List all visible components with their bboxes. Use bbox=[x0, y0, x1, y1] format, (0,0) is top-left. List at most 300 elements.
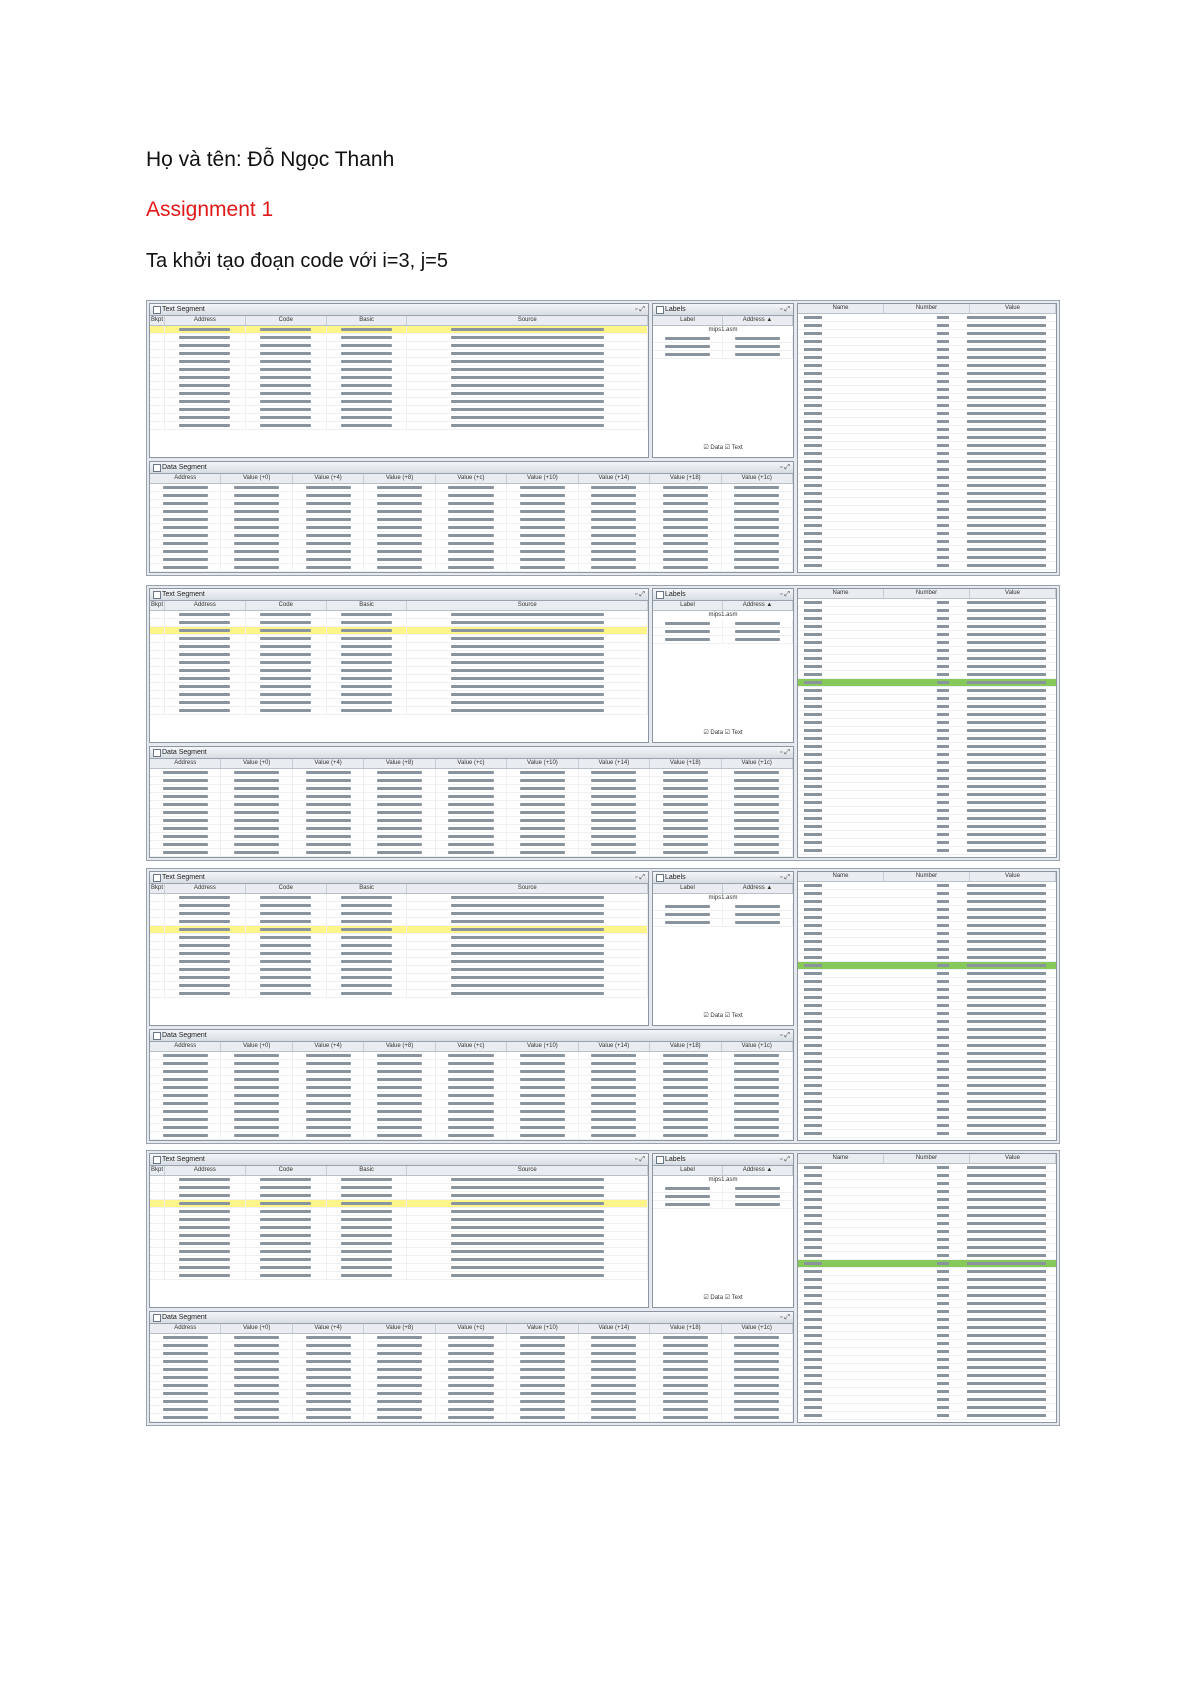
data-col-header: Address bbox=[150, 1042, 221, 1051]
register-row bbox=[798, 1130, 1056, 1138]
text-col-header: Bkpt bbox=[150, 317, 163, 323]
table-row[interactable] bbox=[150, 902, 648, 910]
data-segment-rows bbox=[150, 1052, 793, 1140]
table-row[interactable] bbox=[150, 414, 648, 422]
table-row[interactable] bbox=[150, 635, 648, 643]
labels-filter[interactable]: ☑ Data ☑ Text bbox=[703, 445, 743, 451]
register-row bbox=[798, 767, 1056, 775]
table-row bbox=[150, 785, 793, 793]
register-row bbox=[798, 807, 1056, 815]
register-row bbox=[798, 1212, 1056, 1220]
labels-col-header[interactable]: Address ▲ bbox=[723, 1166, 793, 1175]
table-row[interactable] bbox=[150, 611, 648, 619]
labels-filter[interactable]: ☑ Data ☑ Text bbox=[703, 730, 743, 736]
table-row[interactable] bbox=[150, 966, 648, 974]
table-row[interactable] bbox=[150, 326, 648, 334]
data-segment-rows bbox=[150, 1334, 793, 1422]
register-row bbox=[798, 922, 1056, 930]
list-item[interactable] bbox=[653, 343, 793, 351]
register-row bbox=[798, 1340, 1056, 1348]
data-col-header: Value (+1c) bbox=[722, 1324, 793, 1333]
table-row[interactable] bbox=[150, 350, 648, 358]
register-row bbox=[798, 370, 1056, 378]
window-controls-icon[interactable]: ▫ ⤢ bbox=[779, 591, 790, 598]
register-row bbox=[798, 458, 1056, 466]
register-row bbox=[798, 386, 1056, 394]
text-col-header: Code bbox=[246, 1166, 327, 1175]
table-row bbox=[150, 524, 793, 532]
list-item[interactable] bbox=[653, 351, 793, 359]
table-row[interactable] bbox=[150, 1200, 648, 1208]
table-row[interactable] bbox=[150, 1184, 648, 1192]
register-row bbox=[798, 1050, 1056, 1058]
window-controls-icon[interactable]: ▫ ⤢ bbox=[779, 1032, 790, 1039]
register-row bbox=[798, 914, 1056, 922]
labels-col-header[interactable]: Label bbox=[653, 1166, 723, 1175]
data-col-header: Value (+1c) bbox=[722, 474, 793, 483]
register-row bbox=[798, 986, 1056, 994]
data-col-header: Value (+14) bbox=[579, 759, 650, 768]
text-segment-window bbox=[149, 303, 649, 458]
register-row bbox=[798, 1372, 1056, 1380]
data-col-header: Value (+4) bbox=[293, 1042, 364, 1051]
register-row bbox=[798, 1098, 1056, 1106]
list-item[interactable] bbox=[653, 628, 793, 636]
register-row bbox=[798, 695, 1056, 703]
text-col-header: Bkpt bbox=[150, 602, 163, 608]
table-row[interactable] bbox=[150, 398, 648, 406]
registers-panel bbox=[797, 1153, 1057, 1423]
table-row[interactable] bbox=[150, 910, 648, 918]
register-row bbox=[798, 783, 1056, 791]
register-row bbox=[798, 1196, 1056, 1204]
list-item[interactable] bbox=[653, 1185, 793, 1193]
window-controls-icon[interactable]: ▫ ⤢ bbox=[634, 1156, 645, 1163]
labels-window bbox=[652, 588, 794, 743]
labels-col-header[interactable]: Address ▲ bbox=[723, 601, 793, 610]
labels-file: mips1.asm bbox=[708, 612, 738, 618]
labels-col-header[interactable]: Label bbox=[653, 601, 723, 610]
table-row bbox=[150, 849, 793, 857]
text-col-header: Bkpt bbox=[150, 885, 163, 891]
table-row[interactable] bbox=[150, 982, 648, 990]
register-row bbox=[798, 946, 1056, 954]
register-row bbox=[798, 882, 1056, 890]
list-item[interactable] bbox=[653, 903, 793, 911]
register-row bbox=[798, 426, 1056, 434]
table-row[interactable] bbox=[150, 667, 648, 675]
register-row bbox=[798, 687, 1056, 695]
register-col-header: Value bbox=[970, 872, 1056, 881]
register-row bbox=[798, 1276, 1056, 1284]
register-row bbox=[798, 1058, 1056, 1066]
data-col-header: Value (+1c) bbox=[722, 759, 793, 768]
labels-col-header[interactable]: Label bbox=[653, 884, 723, 893]
register-row bbox=[798, 562, 1056, 570]
register-row bbox=[798, 1090, 1056, 1098]
table-row[interactable] bbox=[150, 1192, 648, 1200]
registers-panel bbox=[797, 588, 1057, 858]
table-row bbox=[150, 1092, 793, 1100]
data-col-header: Value (+c) bbox=[436, 1042, 507, 1051]
registers-rows bbox=[798, 599, 1056, 855]
register-row bbox=[798, 1042, 1056, 1050]
table-row bbox=[150, 1124, 793, 1132]
table-row bbox=[150, 1334, 793, 1342]
register-row bbox=[798, 791, 1056, 799]
register-row bbox=[798, 655, 1056, 663]
register-row bbox=[798, 450, 1056, 458]
window-controls-icon[interactable]: ▫ ⤢ bbox=[779, 874, 790, 881]
mars-screenshot-3 bbox=[146, 868, 1060, 1144]
registers-rows bbox=[798, 314, 1056, 570]
labels-window bbox=[652, 1153, 794, 1308]
table-row[interactable] bbox=[150, 406, 648, 414]
register-row bbox=[798, 727, 1056, 735]
text-col-header: Address bbox=[165, 316, 246, 325]
labels-titlebar: Labels ▫ ⤢ bbox=[653, 872, 793, 884]
table-row[interactable] bbox=[150, 699, 648, 707]
register-row bbox=[798, 1364, 1056, 1372]
table-row[interactable] bbox=[150, 990, 648, 998]
table-row[interactable] bbox=[150, 1176, 648, 1184]
data-segment-titlebar: Data Segment ▫ ⤢ bbox=[150, 462, 793, 474]
data-col-header: Value (+0) bbox=[221, 474, 292, 483]
labels-header bbox=[653, 601, 793, 611]
data-col-header: Value (+10) bbox=[507, 1042, 578, 1051]
register-col-header: Number bbox=[884, 589, 970, 598]
data-col-header: Value (+8) bbox=[364, 474, 435, 483]
text-col-header: Basic bbox=[327, 1166, 408, 1175]
register-row bbox=[798, 1316, 1056, 1324]
register-row bbox=[798, 890, 1056, 898]
table-row bbox=[150, 1068, 793, 1076]
labels-file: mips1.asm bbox=[708, 895, 738, 901]
table-row[interactable] bbox=[150, 950, 648, 958]
text-col-header: Source bbox=[407, 884, 648, 893]
table-row[interactable] bbox=[150, 627, 648, 635]
table-row bbox=[150, 556, 793, 564]
labels-col-header[interactable]: Address ▲ bbox=[723, 316, 793, 325]
register-row bbox=[798, 1380, 1056, 1388]
table-row[interactable] bbox=[150, 390, 648, 398]
table-row[interactable] bbox=[150, 707, 648, 715]
register-row bbox=[798, 671, 1056, 679]
mars-screenshot-1 bbox=[146, 300, 1060, 576]
table-row bbox=[150, 532, 793, 540]
text-col-header: Basic bbox=[327, 884, 408, 893]
registers-header bbox=[798, 1154, 1056, 1164]
data-segment-window bbox=[149, 746, 794, 858]
table-row bbox=[150, 1060, 793, 1068]
register-row bbox=[798, 1188, 1056, 1196]
list-item[interactable] bbox=[653, 620, 793, 628]
registers-header bbox=[798, 589, 1056, 599]
table-row[interactable] bbox=[150, 1232, 648, 1240]
table-row bbox=[150, 1108, 793, 1116]
data-segment-rows bbox=[150, 769, 793, 857]
registers-header bbox=[798, 872, 1056, 882]
register-row bbox=[798, 1026, 1056, 1034]
table-row[interactable] bbox=[150, 643, 648, 651]
window-controls-icon[interactable]: ▫ ⤢ bbox=[779, 1156, 790, 1163]
register-row bbox=[798, 978, 1056, 986]
list-item[interactable] bbox=[653, 919, 793, 927]
data-col-header: Value (+18) bbox=[650, 474, 721, 483]
data-segment-titlebar: Data Segment ▫ ⤢ bbox=[150, 747, 793, 759]
data-col-header: Value (+0) bbox=[221, 1042, 292, 1051]
list-item[interactable] bbox=[653, 1193, 793, 1201]
labels-titlebar: Labels ▫ ⤢ bbox=[653, 589, 793, 601]
register-row bbox=[798, 362, 1056, 370]
data-col-header: Value (+18) bbox=[650, 759, 721, 768]
register-row bbox=[798, 322, 1056, 330]
register-row bbox=[798, 498, 1056, 506]
register-row bbox=[798, 815, 1056, 823]
table-row[interactable] bbox=[150, 1272, 648, 1280]
register-col-header: Value bbox=[970, 1154, 1056, 1163]
text-segment-header bbox=[150, 316, 648, 326]
register-row bbox=[798, 1082, 1056, 1090]
register-row bbox=[798, 639, 1056, 647]
table-row bbox=[150, 484, 793, 492]
window-controls-icon[interactable]: ▫ ⤢ bbox=[779, 749, 790, 756]
register-row bbox=[798, 1292, 1056, 1300]
table-row bbox=[150, 516, 793, 524]
table-row bbox=[150, 540, 793, 548]
register-row bbox=[798, 839, 1056, 847]
list-item[interactable] bbox=[653, 1201, 793, 1209]
table-row[interactable] bbox=[150, 1216, 648, 1224]
table-row[interactable] bbox=[150, 1248, 648, 1256]
register-row bbox=[798, 1220, 1056, 1228]
table-row[interactable] bbox=[150, 1256, 648, 1264]
window-controls-icon[interactable]: ▫ ⤢ bbox=[779, 464, 790, 471]
data-col-header: Value (+14) bbox=[579, 1042, 650, 1051]
table-row bbox=[150, 1366, 793, 1374]
table-row[interactable] bbox=[150, 1208, 648, 1216]
labels-col-header[interactable]: Address ▲ bbox=[723, 884, 793, 893]
register-row bbox=[798, 994, 1056, 1002]
table-row[interactable] bbox=[150, 675, 648, 683]
labels-col-header[interactable]: Label bbox=[653, 316, 723, 325]
table-row[interactable] bbox=[150, 1240, 648, 1248]
table-row[interactable] bbox=[150, 894, 648, 902]
register-row bbox=[798, 1106, 1056, 1114]
register-row bbox=[798, 1412, 1056, 1420]
data-col-header: Value (+10) bbox=[507, 1324, 578, 1333]
data-col-header: Value (+10) bbox=[507, 759, 578, 768]
table-row bbox=[150, 548, 793, 556]
labels-filter[interactable]: ☑ Data ☑ Text bbox=[703, 1295, 743, 1301]
registers-panel bbox=[797, 303, 1057, 573]
register-row bbox=[798, 607, 1056, 615]
data-segment-rows bbox=[150, 484, 793, 572]
labels-window bbox=[652, 303, 794, 458]
table-row[interactable] bbox=[150, 659, 648, 667]
text-segment-header bbox=[150, 601, 648, 611]
register-col-header: Number bbox=[884, 304, 970, 313]
data-col-header: Address bbox=[150, 759, 221, 768]
table-row bbox=[150, 833, 793, 841]
labels-header bbox=[653, 1166, 793, 1176]
text-segment-rows bbox=[150, 1176, 648, 1280]
table-row[interactable] bbox=[150, 374, 648, 382]
window-controls-icon[interactable]: ▫ ⤢ bbox=[634, 591, 645, 598]
text-segment-window bbox=[149, 588, 649, 743]
table-row[interactable] bbox=[150, 683, 648, 691]
table-row bbox=[150, 1084, 793, 1092]
register-row bbox=[798, 314, 1056, 322]
text-col-header: Source bbox=[407, 1166, 648, 1175]
window-controls-icon[interactable]: ▫ ⤢ bbox=[634, 874, 645, 881]
table-row[interactable] bbox=[150, 382, 648, 390]
table-row bbox=[150, 777, 793, 785]
table-row bbox=[150, 809, 793, 817]
register-row bbox=[798, 663, 1056, 671]
table-row[interactable] bbox=[150, 1224, 648, 1232]
window-controls-icon[interactable]: ▫ ⤢ bbox=[634, 306, 645, 313]
mars-screenshot-4 bbox=[146, 1150, 1060, 1426]
table-row[interactable] bbox=[150, 651, 648, 659]
register-row bbox=[798, 775, 1056, 783]
table-row bbox=[150, 1398, 793, 1406]
table-row[interactable] bbox=[150, 942, 648, 950]
register-row bbox=[798, 1180, 1056, 1188]
registers-rows bbox=[798, 1164, 1056, 1420]
table-row bbox=[150, 825, 793, 833]
register-row bbox=[798, 1252, 1056, 1260]
table-row[interactable] bbox=[150, 926, 648, 934]
text-segment-titlebar: Text Segment ▫ ⤢ bbox=[150, 1154, 648, 1166]
text-segment-rows bbox=[150, 611, 648, 715]
register-row bbox=[798, 1018, 1056, 1026]
register-row bbox=[798, 703, 1056, 711]
list-item[interactable] bbox=[653, 636, 793, 644]
register-row bbox=[798, 954, 1056, 962]
data-segment-header bbox=[150, 474, 793, 484]
register-row bbox=[798, 378, 1056, 386]
register-row bbox=[798, 530, 1056, 538]
register-row bbox=[798, 1404, 1056, 1412]
table-row bbox=[150, 492, 793, 500]
register-row bbox=[798, 1172, 1056, 1180]
text-segment-header bbox=[150, 884, 648, 894]
table-row[interactable] bbox=[150, 958, 648, 966]
register-row bbox=[798, 338, 1056, 346]
list-item[interactable] bbox=[653, 335, 793, 343]
data-segment-window bbox=[149, 1029, 794, 1141]
data-col-header: Value (+8) bbox=[364, 1042, 435, 1051]
register-row bbox=[798, 1244, 1056, 1252]
data-col-header: Value (+18) bbox=[650, 1042, 721, 1051]
table-row bbox=[150, 1374, 793, 1382]
register-col-header: Name bbox=[798, 872, 884, 881]
table-row bbox=[150, 769, 793, 777]
table-row[interactable] bbox=[150, 366, 648, 374]
table-row[interactable] bbox=[150, 619, 648, 627]
register-row bbox=[798, 615, 1056, 623]
register-row bbox=[798, 938, 1056, 946]
data-col-header: Value (+8) bbox=[364, 1324, 435, 1333]
list-item[interactable] bbox=[653, 911, 793, 919]
register-row bbox=[798, 1034, 1056, 1042]
text-segment-titlebar: Text Segment ▫ ⤢ bbox=[150, 872, 648, 884]
register-row bbox=[798, 402, 1056, 410]
register-row bbox=[798, 631, 1056, 639]
register-row bbox=[798, 522, 1056, 530]
register-col-header: Number bbox=[884, 1154, 970, 1163]
data-col-header: Value (+1c) bbox=[722, 1042, 793, 1051]
register-col-header: Value bbox=[970, 304, 1056, 313]
table-row bbox=[150, 1414, 793, 1422]
register-row bbox=[798, 906, 1056, 914]
data-col-header: Value (+18) bbox=[650, 1324, 721, 1333]
table-row[interactable] bbox=[150, 358, 648, 366]
table-row bbox=[150, 1350, 793, 1358]
labels-filter[interactable]: ☑ Data ☑ Text bbox=[703, 1013, 743, 1019]
register-row bbox=[798, 442, 1056, 450]
data-col-header: Value (+c) bbox=[436, 759, 507, 768]
table-row[interactable] bbox=[150, 934, 648, 942]
register-col-header: Name bbox=[798, 589, 884, 598]
register-row bbox=[798, 1010, 1056, 1018]
register-row bbox=[798, 466, 1056, 474]
data-col-header: Value (+0) bbox=[221, 759, 292, 768]
register-row bbox=[798, 1002, 1056, 1010]
table-row[interactable] bbox=[150, 691, 648, 699]
table-row[interactable] bbox=[150, 1264, 648, 1272]
register-row bbox=[798, 1332, 1056, 1340]
table-row[interactable] bbox=[150, 334, 648, 342]
register-row bbox=[798, 1122, 1056, 1130]
register-row bbox=[798, 1396, 1056, 1404]
register-row bbox=[798, 751, 1056, 759]
table-row[interactable] bbox=[150, 342, 648, 350]
table-row[interactable] bbox=[150, 422, 648, 430]
register-row bbox=[798, 970, 1056, 978]
text-segment-window bbox=[149, 871, 649, 1026]
data-col-header: Value (+14) bbox=[579, 474, 650, 483]
table-row bbox=[150, 1406, 793, 1414]
table-row[interactable] bbox=[150, 918, 648, 926]
labels-file: mips1.asm bbox=[708, 1177, 738, 1183]
window-controls-icon[interactable]: ▫ ⤢ bbox=[779, 1314, 790, 1321]
labels-rows bbox=[653, 1185, 793, 1209]
table-row bbox=[150, 1052, 793, 1060]
table-row[interactable] bbox=[150, 974, 648, 982]
window-controls-icon[interactable]: ▫ ⤢ bbox=[779, 306, 790, 313]
register-row bbox=[798, 330, 1056, 338]
register-row bbox=[798, 1114, 1056, 1122]
register-row bbox=[798, 1204, 1056, 1212]
text-segment-titlebar: Text Segment ▫ ⤢ bbox=[150, 304, 648, 316]
labels-rows bbox=[653, 620, 793, 644]
register-row bbox=[798, 847, 1056, 855]
text-col-header: Code bbox=[246, 884, 327, 893]
register-row bbox=[798, 474, 1056, 482]
data-segment-window bbox=[149, 461, 794, 573]
text-segment-rows bbox=[150, 326, 648, 430]
register-row bbox=[798, 490, 1056, 498]
table-row bbox=[150, 1382, 793, 1390]
labels-header bbox=[653, 884, 793, 894]
register-row bbox=[798, 482, 1056, 490]
data-col-header: Value (+4) bbox=[293, 759, 364, 768]
register-row bbox=[798, 1236, 1056, 1244]
register-row bbox=[798, 930, 1056, 938]
data-segment-titlebar: Data Segment ▫ ⤢ bbox=[150, 1030, 793, 1042]
